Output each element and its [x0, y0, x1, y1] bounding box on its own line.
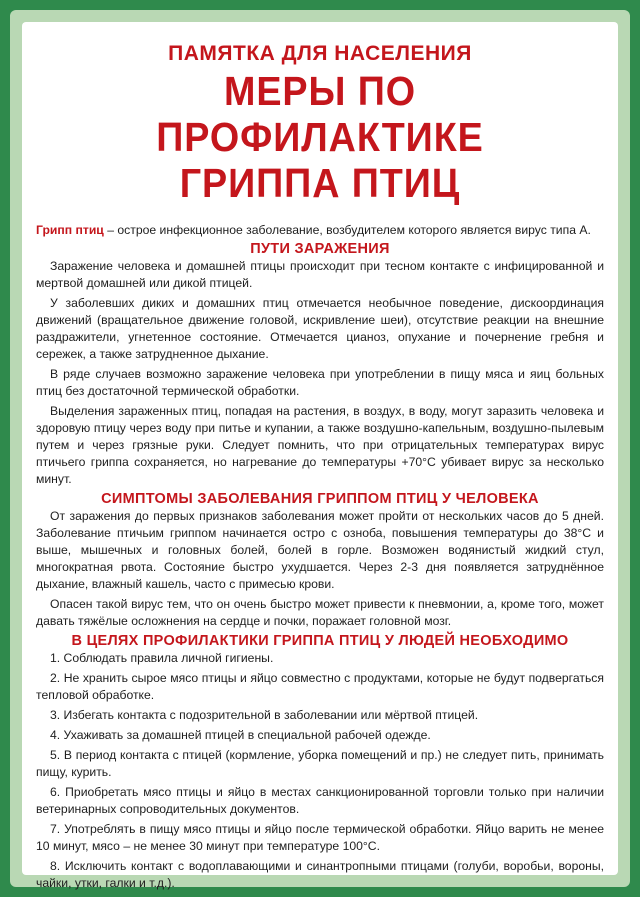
- intro-paragraph: [36, 222, 604, 239]
- prevention-item: 4. Ухаживать за домашней птицей в специальной рабочей одежде.: [50, 728, 431, 742]
- poster-sheet: [22, 22, 618, 890]
- prevention-item: 6. Приобретать мясо птицы и яйцо в местах санкционированной торговли только при наличии ветеринарных сопроводительных документов.: [36, 785, 604, 816]
- prevention-item: 3. Избегать контакта с подозрительной в заболевании или мёртвой птицей.: [50, 708, 479, 722]
- prevention-list: [36, 650, 604, 892]
- prevention-item: 5. В период контакта с птицей (кормление, уборка помещений и пр.) не следует пить, принимать пищу, курить.: [36, 748, 604, 779]
- infection-paragraph: Выделения зараженных птиц, попадая на растения, в воздух, в воду, могут заразить человека и здоровую птицу через воду при питье и купании, а также воздушно-капельным, воздушно-пылевым путем и через грязные руки. Следует помнить, что при отрицательных температурах вирус птичьего гриппа сохраняется, но нагревание до температуры +70°С убивает вирус за несколько минут.: [36, 404, 604, 486]
- poster-frame: [10, 10, 630, 890]
- poster-title: [59, 68, 582, 206]
- infection-paragraph: В ряде случаев возможно заражение человека при употреблении в пищу мяса и яиц больных птиц без достаточной термической обработки.: [36, 367, 604, 398]
- symptoms-paragraph: Опасен такой вирус тем, что он очень быстро может привести к пневмонии, а, кроме того, может давать тяжёлые осложнения на сердце и почки, поражает головной мозг.: [36, 597, 604, 628]
- poster-subtitle: ПАМЯТКА ДЛЯ НАСЕЛЕНИЯ: [168, 42, 472, 65]
- symptoms-heading: СИМПТОМЫ ЗАБОЛЕВАНИЯ ГРИППОМ ПТИЦ У ЧЕЛОВЕКА: [101, 491, 539, 507]
- prevention-item: 1. Соблюдать правила личной гигиены.: [50, 651, 274, 665]
- prevention-item: 2. Не хранить сырое мясо птицы и яйцо совместно с продуктами, которые не будут подвергаться тепловой обработке.: [36, 671, 604, 702]
- infection-paragraph: У заболевших диких и домашних птиц отмечается необычное поведение, дискоординация движений (вращательное движение головой, искривление шеи), отсутствие реакции на внешние раздражители, угнетенное состояние. Отмечается цианоз, опухание и почернение гребня и сережек, а также затрудненное дыхание.: [36, 296, 604, 361]
- intro-term: Грипп птиц: [36, 223, 104, 237]
- infection-paragraph: Заражение человека и домашней птицы происходит при тесном контакте с инфицированной и мертвой домашней или дикой птицей.: [36, 259, 604, 290]
- infection-heading: ПУТИ ЗАРАЖЕНИЯ: [250, 241, 390, 257]
- poster-title-line-2: ГРИППА ПТИЦ: [179, 160, 461, 206]
- intro-text: – острое инфекционное заболевание, возбудителем которого является вирус типа А.: [103, 223, 591, 237]
- symptoms-paragraph: От заражения до первых признаков заболевания может пройти от нескольких часов до 5 дней. Заболевание птичьим гриппом начинается остро с озноба, повышения температуры до 38°С и выше, мышечных и головных болей, болей в горле. Возможен водянистый жидкий стул, многократная рвота. Состояние быстро ухудшается. Через 2-3 дня появляется затруднённое дыхание, влажный кашель, часто с примесью крови.: [36, 509, 604, 591]
- prevention-item: 8. Исключить контакт с водоплавающими и синантропными птицами (голуби, воробьи, вороны, чайки, утки, галки и т.д.).: [36, 859, 604, 890]
- prevention-heading: В ЦЕЛЯХ ПРОФИЛАКТИКИ ГРИППА ПТИЦ У ЛЮДЕЙ НЕОБХОДИМО: [71, 633, 569, 649]
- poster-title-line-1: МЕРЫ ПО ПРОФИЛАКТИКЕ: [156, 68, 484, 160]
- prevention-item: 7. Употреблять в пищу мясо птицы и яйцо после термической обработки. Яйцо варить не менее 10 минут, мясо – не менее 30 минут при температуре 100°С.: [36, 822, 604, 853]
